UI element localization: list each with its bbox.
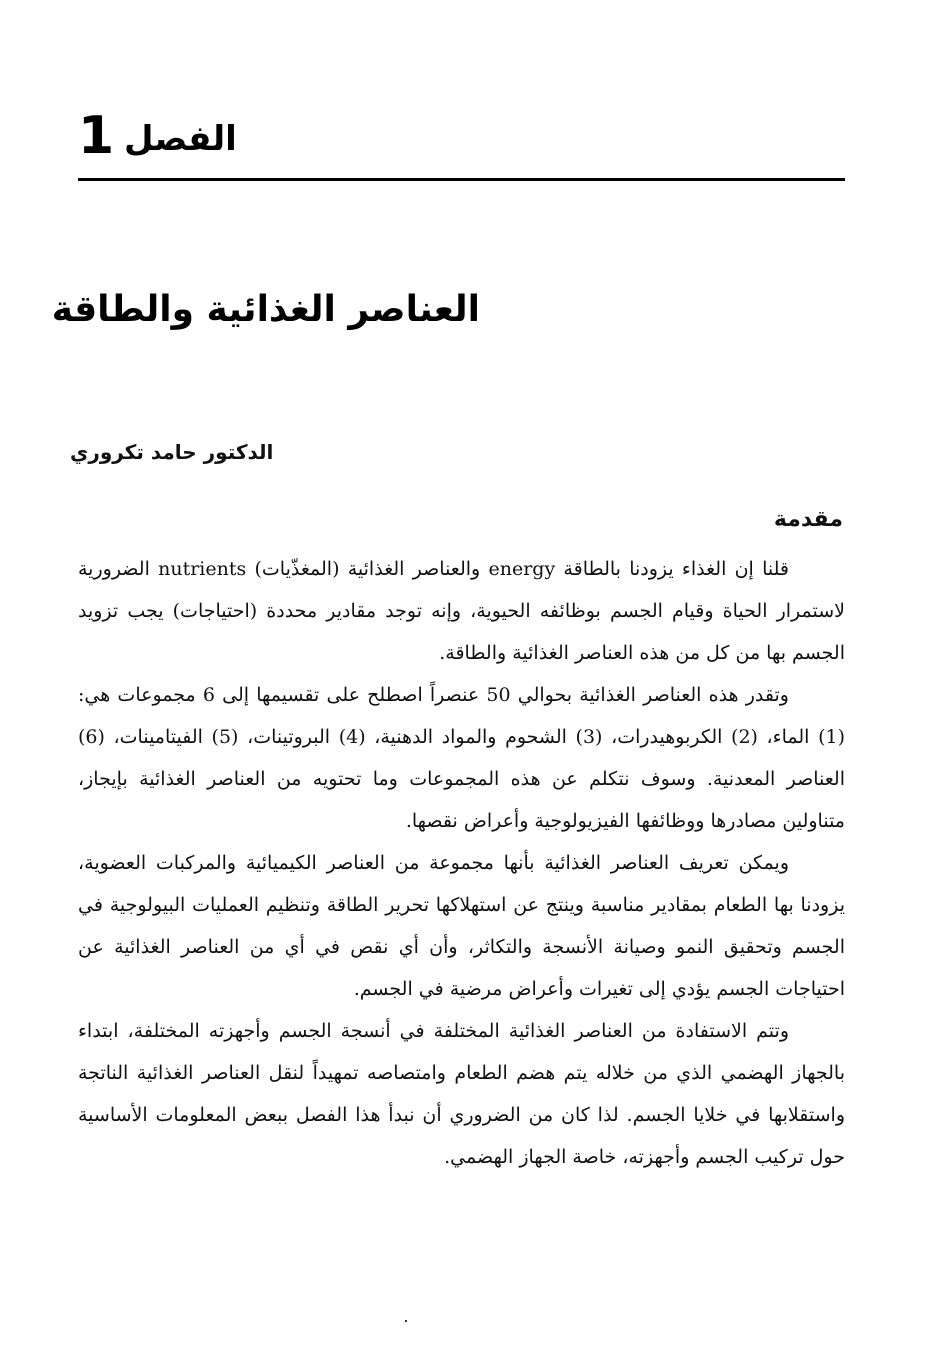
paragraph: وتتم الاستفادة من العناصر الغذائية المختلفة في أنسجة الجسم وأجهزته المختلفة، ابتداء بالجهاز الهضمي الذي من خلاله يتم هضم الطعام وامتصاصه تمهيداً لنقل العناصر الغذائية الناتجة واستقلابها في خلايا الجسم. لذا كان من الضروري أن نبدأ هذا الفصل ببعض المعلومات الأساسية حول تركيب الجسم وأجهزته، خاصة الجهاز الهضمي. <box>78 1020 845 1168</box>
chapter-title: العناصر الغذائية والطاقة <box>51 289 480 330</box>
section-heading: مقدمة <box>773 507 843 532</box>
header-divider <box>78 178 845 181</box>
scan-speck <box>405 1320 407 1322</box>
body-text <box>78 548 845 1178</box>
paragraph: ويمكن تعريف العناصر الغذائية بأنها مجموعة من العناصر الكيميائية والمركبات العضوية، يزودنا بها الطعام بمقادير مناسبة وينتج عن استهلاكها تحرير الطاقة وتنظيم العمليات البيولوجية في الجسم وتحقيق النمو وصيانة الأنسجة والتكاثر، وأن أي نقص في أي من العناصر الغذائية عن احتياجات الجسم يؤدي إلى تغيرات وأعراض مرضية في الجسم. <box>78 852 845 1000</box>
chapter-number: 1 <box>78 106 115 166</box>
paragraph: وتقدر هذه العناصر الغذائية بحوالي 50 عنصراً اصطلح على تقسيمها إلى 6 مجموعات هي: (1) الماء، (2) الكربوهيدرات، (3) الشحوم والمواد الدهنية، (4) البروتينات، (5) الفيتامينات، (6) العناصر المعدنية. وسوف نتكلم عن هذه المجموعات وما تحتويه من العناصر الغذائية بإيجاز، متناولين مصادرها ووظائفها الفيزيولوجية وأعراض نقصها. <box>78 684 845 832</box>
chapter-header <box>78 100 843 180</box>
chapter-label: الفصل <box>124 119 237 159</box>
paragraph: قلنا إن الغذاء يزودنا بالطاقة energy والعناصر الغذائية (المغذّيات) nutrients الضرورية لاستمرار الحياة وقيام الجسم بوظائفه الحيوية، وإنه توجد مقادير محددة (احتياجات) يجب تزويد الجسم بها من كل من هذه العناصر الغذائية والطاقة. <box>78 558 845 664</box>
author-name: الدكتور حامد تكروري <box>70 440 274 464</box>
